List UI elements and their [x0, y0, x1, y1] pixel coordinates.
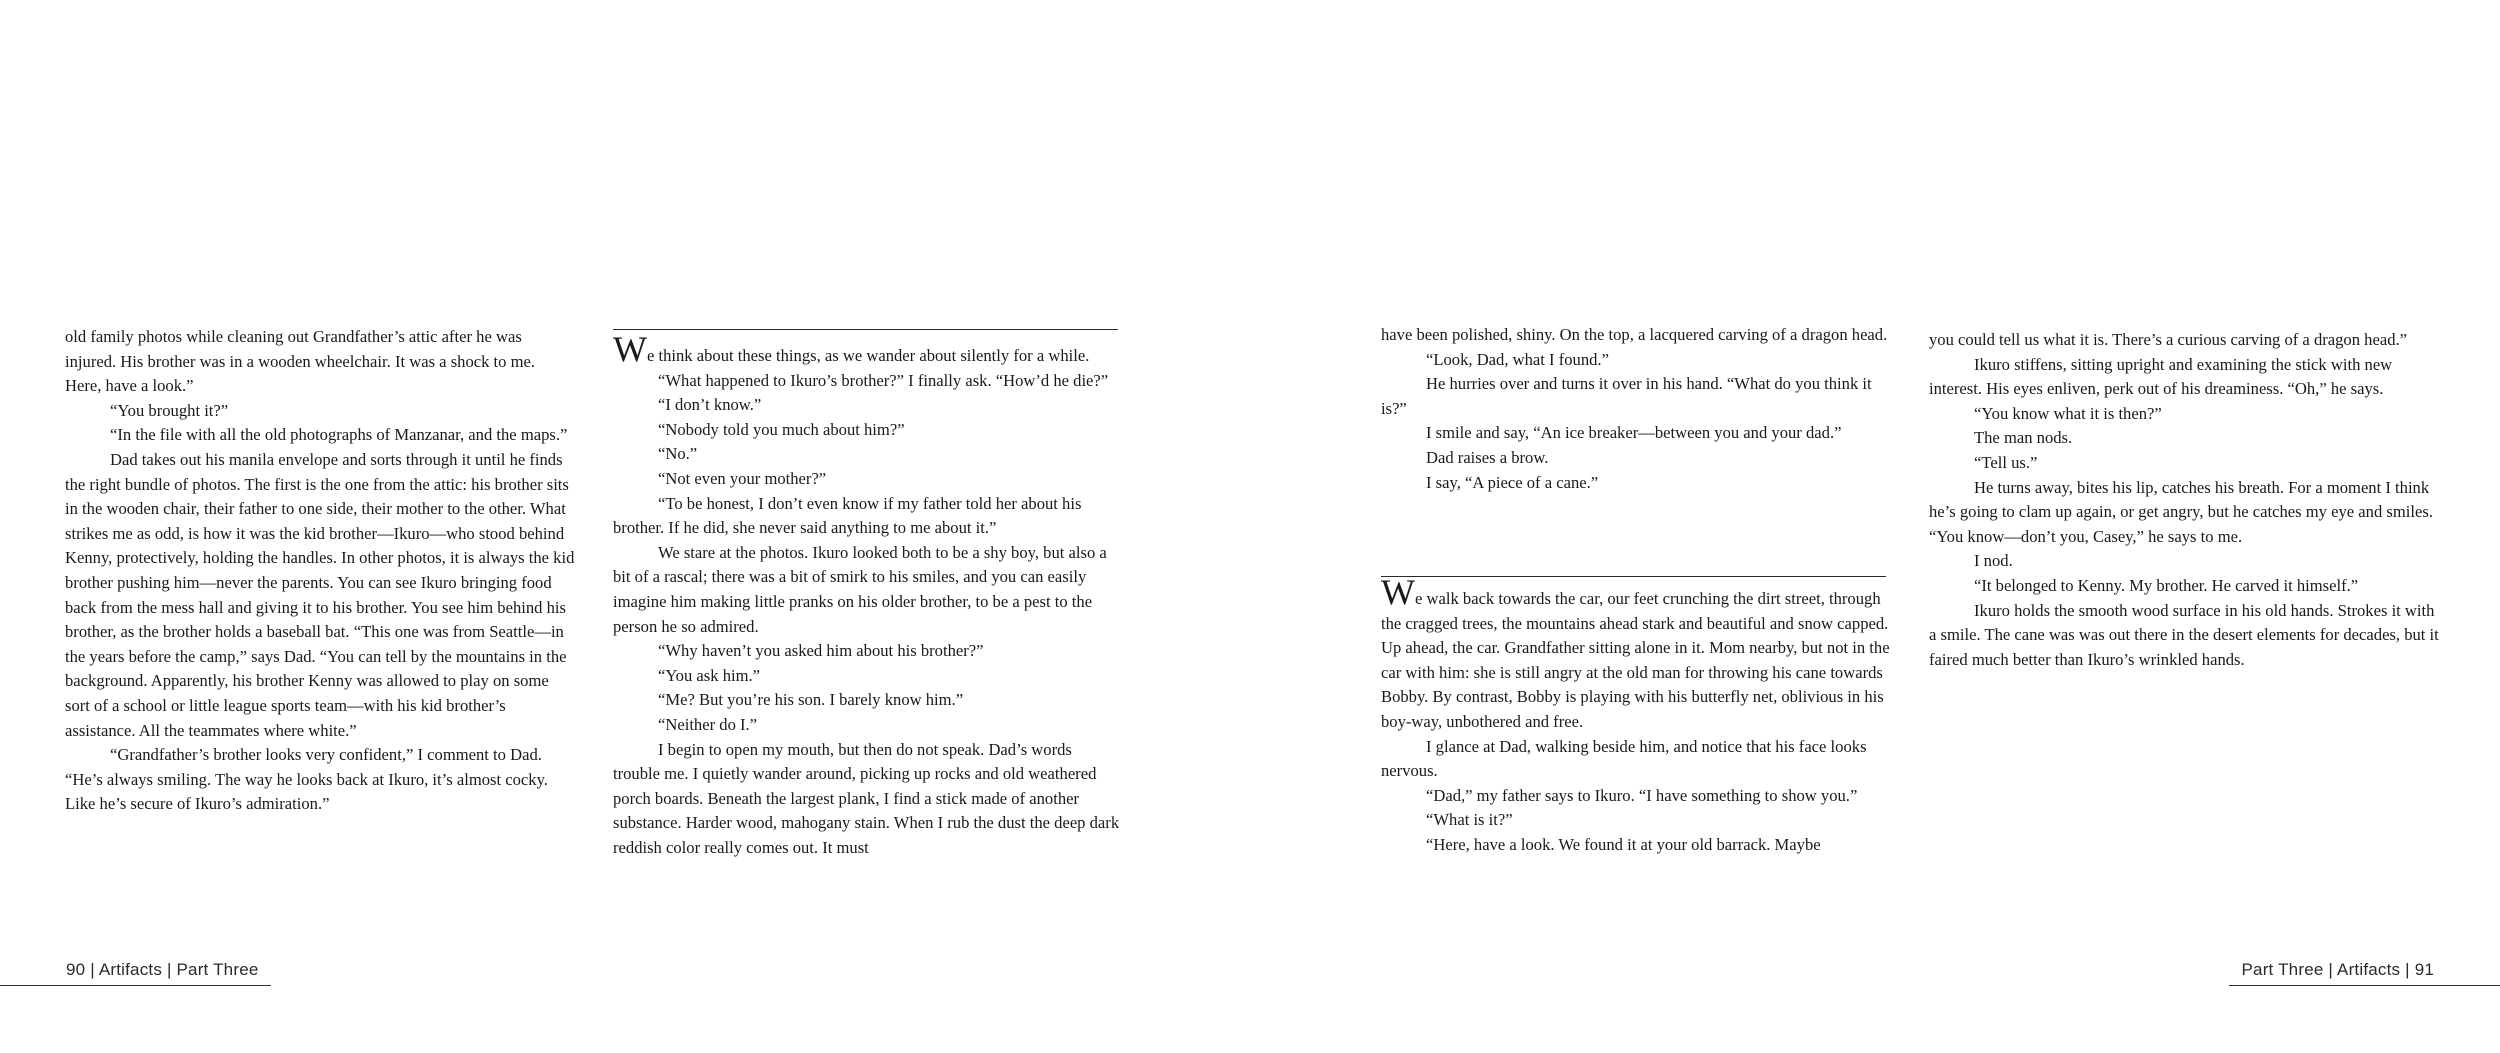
- drop-cap: W: [1381, 572, 1415, 612]
- section-opening-paragraph: [1381, 572, 1891, 735]
- paragraph: old family photos while cleaning out Grandfather’s attic after he was injured. His brother was in a wooden wheelchair. It was a shock to me. Here, have a look.”: [65, 327, 536, 396]
- paragraph: “What is it?”: [1426, 810, 1513, 830]
- paragraph: have been polished, shiny. On the top, a lacquered carving of a dragon head.: [1381, 325, 1888, 344]
- left-page-column-1: [65, 325, 575, 817]
- paragraph: Dad takes out his manila envelope and sorts through it until he finds the right bundle of photos. The first is the one from the attic: his brother sits in the wooden chair, their father to one side, their mother to the other. What strikes me as odd, is how it was the kid brother—Ikuro—who stood behind Kenny, protectively, holding the handles. In other photos, it is always the kid brother pushing him—never the parents. You can see Ikuro bringing food back from the mess hall and giving it to his brother. You see him behind his brother, as the brother holds a baseball bat. “This one was from Seattle—in the years before the camp,” says Dad. “You can tell by the mountains in the background. Apparently, his brother Kenny was allowed to play on some sort of a school or little league sports team—with his kid brother’s assistance. All the teammates where white.”: [65, 449, 575, 740]
- paragraph: “Here, have a look. We found it at your old barrack. Maybe: [1426, 834, 1821, 854]
- paragraph: “Why haven’t you asked him about his brother?”: [658, 641, 984, 661]
- opening-text: e walk back towards the car, our feet crunching the dirt street, through the cragged trees, the mountains ahead stark and beautiful and snow capped. Up ahead, the car. Grandfather sitting alone in it. Mom nearby, but not in the car with him: she is still angry at the old man for throwing his cane towards Bobby. By contrast, Bobby is playing with his butterfly net, oblivious in his boy-way, unbothered and free.: [1381, 589, 1890, 731]
- paragraph: I nod.: [1974, 551, 2013, 571]
- right-page-section: [1381, 572, 1891, 858]
- paragraph: “Tell us.”: [1974, 452, 2038, 472]
- paragraph: I smile and say, “An ice breaker—between you and your dad.”: [1426, 423, 1842, 443]
- paragraph: “What happened to Ikuro’s brother?” I finally ask. “How’d he die?”: [658, 370, 1109, 390]
- paragraph: “I don’t know.”: [658, 395, 762, 415]
- paragraph: I glance at Dad, walking beside him, and notice that his face looks nervous.: [1381, 736, 1867, 781]
- paragraph: “Look, Dad, what I found.”: [1426, 349, 1609, 369]
- paragraph: “You ask him.”: [658, 665, 761, 685]
- paragraph: “You know what it is then?”: [1974, 403, 2162, 423]
- paragraph: Dad raises a brow.: [1426, 447, 1549, 467]
- paragraph: “Dad,” my father says to Ikuro. “I have something to show you.”: [1426, 785, 1858, 805]
- right-page-column-2: [1929, 328, 2439, 672]
- paragraph: “Nobody told you much about him?”: [658, 419, 905, 439]
- opening-text: e think about these things, as we wander about silently for a while.: [646, 346, 1090, 365]
- paragraph: “Me? But you’re his son. I barely know him.”: [658, 690, 964, 710]
- paragraph: “Grandfather’s brother looks very confident,” I comment to Dad. “He’s always smiling. The way he looks back at Ikuro, it’s almost cocky. Like he’s secure of Ikuro’s admiration.”: [65, 745, 548, 814]
- left-page-column-2: [613, 329, 1123, 860]
- right-page-column-1: [1381, 323, 1891, 495]
- paragraph: He hurries over and turns it over in his hand. “What do you think it is?”: [1381, 374, 1872, 418]
- paragraph: I say, “A piece of a cane.”: [1426, 472, 1599, 492]
- section-opening-paragraph: [613, 329, 1123, 369]
- right-page-folio: Part Three | Artifacts | 91: [2229, 960, 2500, 986]
- paragraph: Ikuro holds the smooth wood surface in his old hands. Strokes it with a smile. The cane was was out there in the desert elements for decades, but it faired much better than Ikuro’s wrinkled hands.: [1929, 600, 2439, 669]
- paragraph: “You brought it?”: [110, 400, 229, 420]
- paragraph: “No.”: [658, 444, 698, 464]
- paragraph: “To be honest, I don’t even know if my father told her about his brother. If he did, she never said anything to me about it.”: [613, 493, 1082, 538]
- paragraph: Ikuro stiffens, sitting upright and examining the stick with new interest. His eyes enliven, perk out of his dreaminess. “Oh,” he says.: [1929, 354, 2393, 399]
- paragraph: The man nods.: [1974, 428, 2073, 448]
- paragraph: “It belonged to Kenny. My brother. He carved it himself.”: [1974, 575, 2359, 595]
- section-divider: [1381, 576, 1886, 577]
- drop-cap: W: [613, 329, 647, 369]
- left-page-folio: 90 | Artifacts | Part Three: [0, 960, 271, 986]
- paragraph: “In the file with all the old photographs of Manzanar, and the maps.”: [110, 425, 568, 445]
- paragraph: you could tell us what it is. There’s a curious carving of a dragon head.”: [1929, 330, 2408, 349]
- paragraph: We stare at the photos. Ikuro looked both to be a shy boy, but also a bit of a rascal; there was a bit of smirk to his smiles, and you can easily imagine him making little pranks on his older brother, to be a pest to the person he so admired.: [613, 542, 1107, 636]
- paragraph: I begin to open my mouth, but then do not speak. Dad’s words trouble me. I quietly wander around, picking up rocks and old weathered porch boards. Beneath the largest plank, I find a stick made of another substance. Harder wood, mahogany stain. When I rub the dust the deep dark reddish color really comes out. It must: [613, 739, 1120, 857]
- paragraph: “Not even your mother?”: [658, 468, 827, 488]
- paragraph: “Neither do I.”: [658, 714, 758, 734]
- paragraph: He turns away, bites his lip, catches his breath. For a moment I think he’s going to clam up again, or get angry, but he catches my eye and smiles. “You know—don’t you, Casey,” he says to me.: [1929, 477, 2433, 546]
